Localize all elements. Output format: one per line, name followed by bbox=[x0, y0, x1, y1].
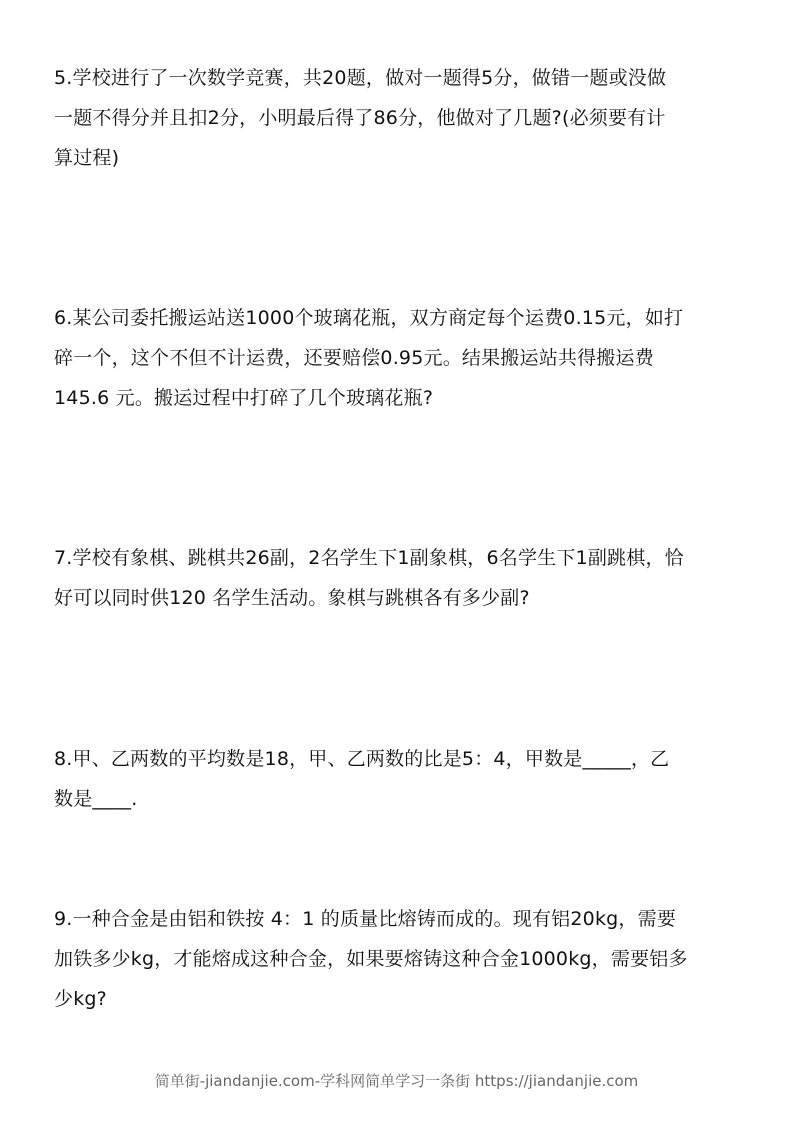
question-9 bbox=[54, 899, 744, 1019]
question-5-line-1: 5.学校进行了一次数学竞赛，共20题，做对一题得5分，做错一题或没做 bbox=[54, 67, 667, 89]
question-8-line-2: 数是____. bbox=[54, 788, 138, 810]
question-5-line-3: 算过程) bbox=[54, 147, 120, 169]
question-6 bbox=[54, 298, 744, 418]
question-9-line-3: 少kg? bbox=[54, 988, 107, 1010]
question-7 bbox=[54, 538, 744, 618]
question-8 bbox=[54, 739, 744, 819]
question-5 bbox=[54, 58, 744, 178]
question-7-line-1: 7.学校有象棋、跳棋共26副，2名学生下1副象棋，6名学生下1副跳棋，恰 bbox=[54, 547, 684, 569]
question-9-line-2: 加铁多少kg，才能熔成这种合金，如果要熔铸这种合金1000kg，需要铝多 bbox=[54, 948, 688, 970]
question-7-line-2: 好可以同时供120 名学生活动。象棋与跳棋各有多少副? bbox=[54, 587, 530, 609]
question-6-line-2: 碎一个，这个不但不计运费，还要赔偿0.95元。结果搬运站共得搬运费 bbox=[54, 347, 654, 369]
question-6-line-3: 145.6 元。搬运过程中打碎了几个玻璃花瓶? bbox=[54, 387, 434, 409]
question-5-line-2: 一题不得分并且扣2分，小明最后得了86分，他做对了几题?(必须要有计 bbox=[54, 107, 666, 129]
question-6-line-1: 6.某公司委托搬运站送1000个玻璃花瓶，双方商定每个运费0.15元，如打 bbox=[54, 307, 684, 329]
question-8-line-1: 8.甲、乙两数的平均数是18，甲、乙两数的比是5：4，甲数是_____，乙 bbox=[54, 748, 670, 770]
footer-watermark: 简单街-jiandanjie.com-学科网简单学习一条街 https://jiandanjie.com bbox=[154, 1072, 639, 1090]
question-9-line-1: 9.一种合金是由铝和铁按 4：1 的质量比熔铸而成的。现有铝20kg，需要 bbox=[54, 908, 677, 930]
